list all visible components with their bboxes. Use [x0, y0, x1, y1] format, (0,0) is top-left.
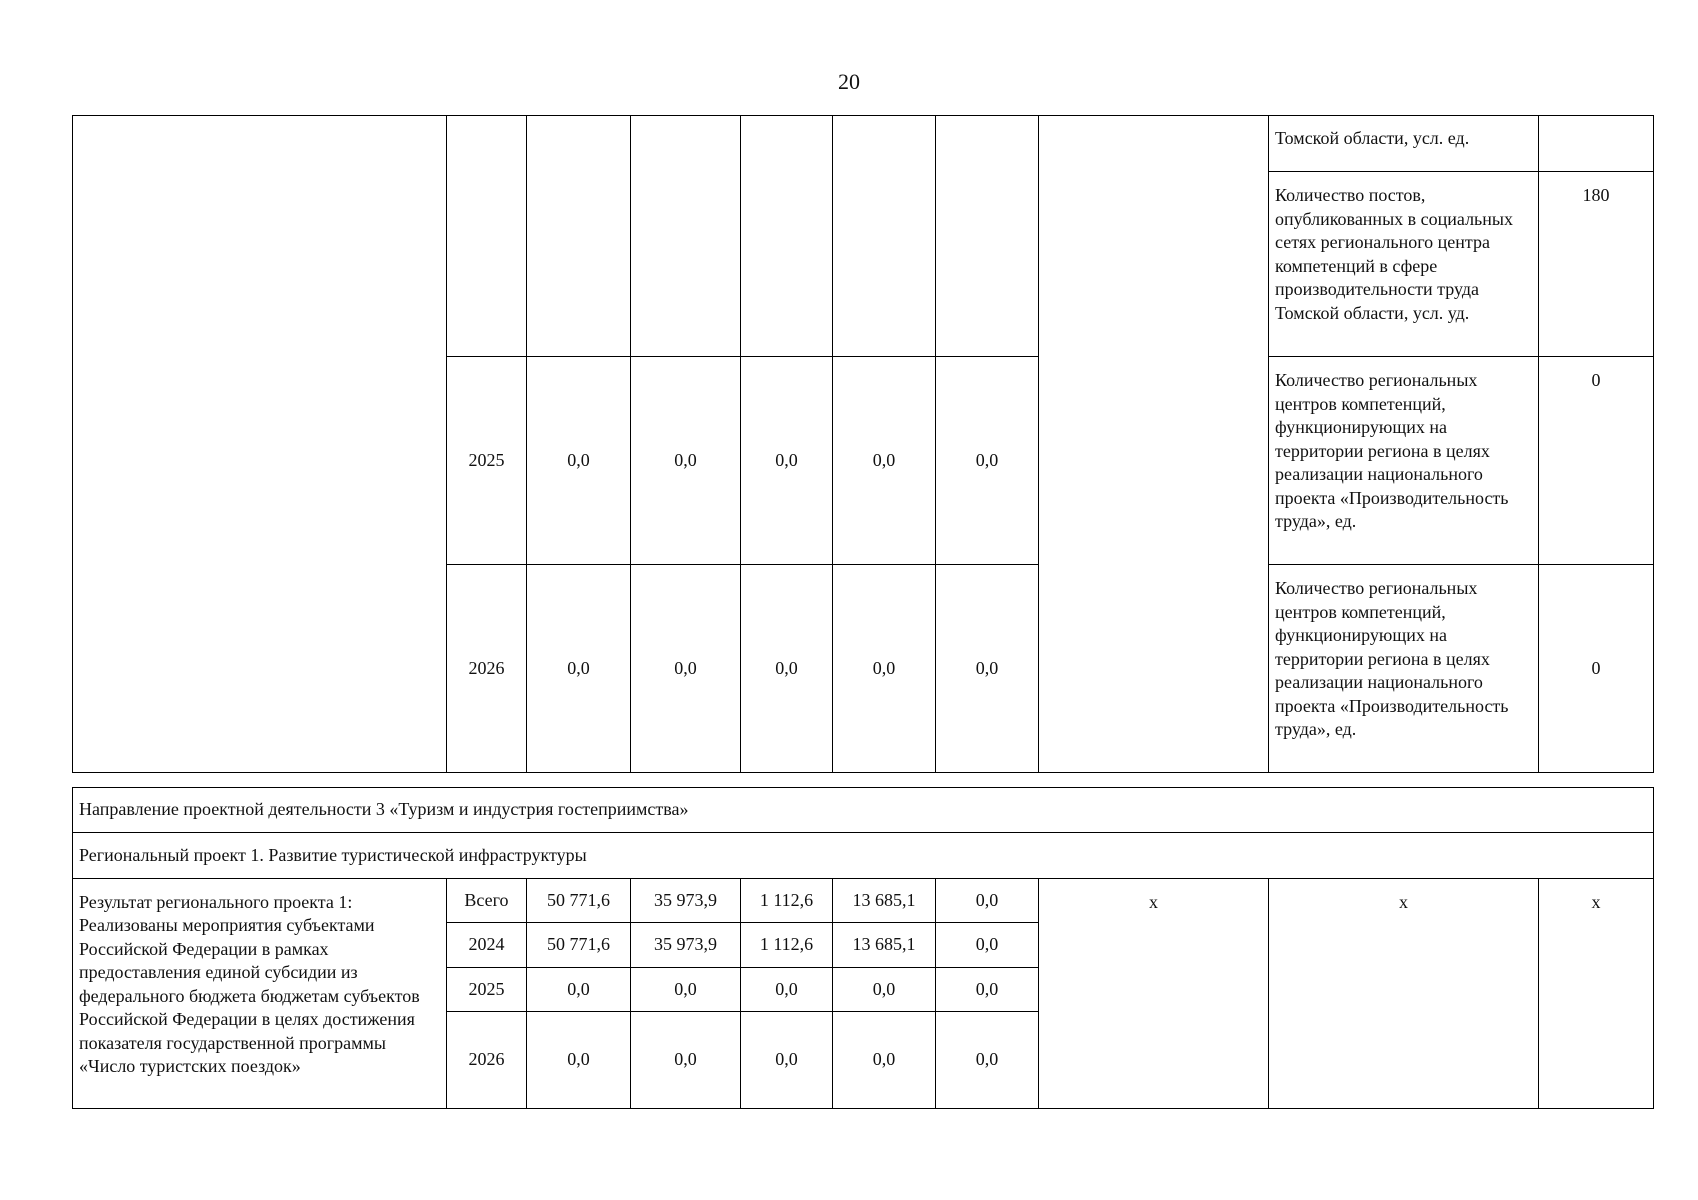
- value-cell: 0,0: [631, 565, 741, 773]
- empty-year-cell: [447, 116, 527, 357]
- value-cell: 0,0: [527, 565, 631, 773]
- value-cell: 0,0: [527, 967, 631, 1011]
- value-cell: 0,0: [527, 1012, 631, 1109]
- value-cell: 13 685,1: [833, 878, 936, 922]
- year-cell: 2024: [447, 923, 527, 967]
- value-cell: 35 973,9: [631, 878, 741, 922]
- value-cell: 50 771,6: [527, 878, 631, 922]
- table-row: [73, 878, 1654, 922]
- table-row: [73, 116, 1654, 172]
- value-cell: 13 685,1: [833, 923, 936, 967]
- value-cell: 0,0: [936, 357, 1039, 565]
- value-cell: 0,0: [833, 357, 936, 565]
- project-heading: Региональный проект 1. Развитие туристической инфраструктуры: [73, 833, 1654, 878]
- indicator-cell: Количество постов, опубликованных в социальных сетях регионального центра компетенций в сфере производительности труда Томской области, усл. уд.: [1269, 172, 1539, 357]
- x-mark: х: [1539, 878, 1654, 1108]
- value-cell: 0,0: [631, 967, 741, 1011]
- value-cell: 0,0: [833, 1012, 936, 1109]
- indicator-value: [1539, 116, 1654, 172]
- indicator-cell: Томской области, усл. ед.: [1269, 116, 1539, 172]
- empty-description-cell: [73, 116, 447, 773]
- x-mark: х: [1269, 878, 1539, 1108]
- value-cell: 0,0: [936, 565, 1039, 773]
- value-cell: 0,0: [936, 923, 1039, 967]
- year-cell: 2026: [447, 1012, 527, 1109]
- year-cell: Всего: [447, 878, 527, 922]
- page-number: 20: [838, 69, 860, 94]
- indicator-cell: Количество региональных центров компетенций, функционирующих на территории региона в целях реализации национального проекта «Производительность труда», ед.: [1269, 357, 1539, 565]
- value-cell: 0,0: [833, 967, 936, 1011]
- indicator-value: 0: [1539, 357, 1654, 565]
- budget-table-continuation: [72, 115, 1654, 773]
- value-cell: 0,0: [741, 1012, 833, 1109]
- value-cell: 0,0: [833, 565, 936, 773]
- result-description: Результат регионального проекта 1: Реализованы мероприятия субъектами Российской Федерации в рамках предоставления единой субсидии из федерального бюджета бюджетам субъектов Российской Федерации в целях достижения показателя государственной программы «Число туристских поездок»: [73, 878, 447, 1108]
- section-row: [73, 833, 1654, 878]
- year-cell: 2025: [447, 357, 527, 565]
- empty-responsible-cell: [1039, 116, 1269, 773]
- value-cell: 0,0: [631, 1012, 741, 1109]
- indicator-cell: Количество региональных центров компетенций, функционирующих на территории региона в целях реализации национального проекта «Производительность труда», ед.: [1269, 565, 1539, 773]
- value-cell: 0,0: [741, 357, 833, 565]
- value-cell: 0,0: [936, 1012, 1039, 1109]
- value-cell: 50 771,6: [527, 923, 631, 967]
- year-cell: 2026: [447, 565, 527, 773]
- year-cell: 2025: [447, 967, 527, 1011]
- direction-heading: Направление проектной деятельности 3 «Туризм и индустрия гостеприимства»: [73, 788, 1654, 833]
- value-cell: 0,0: [741, 565, 833, 773]
- value-cell: 0,0: [936, 878, 1039, 922]
- value-cell: 0,0: [741, 967, 833, 1011]
- value-cell: 0,0: [527, 357, 631, 565]
- value-cell: 35 973,9: [631, 923, 741, 967]
- indicator-value: 0: [1539, 565, 1654, 773]
- section-row: [73, 788, 1654, 833]
- indicator-value: 180: [1539, 172, 1654, 357]
- value-cell: 0,0: [936, 967, 1039, 1011]
- budget-table-tourism: [72, 787, 1654, 1109]
- value-cell: 1 112,6: [741, 878, 833, 922]
- x-mark: х: [1039, 878, 1269, 1108]
- value-cell: 0,0: [631, 357, 741, 565]
- value-cell: 1 112,6: [741, 923, 833, 967]
